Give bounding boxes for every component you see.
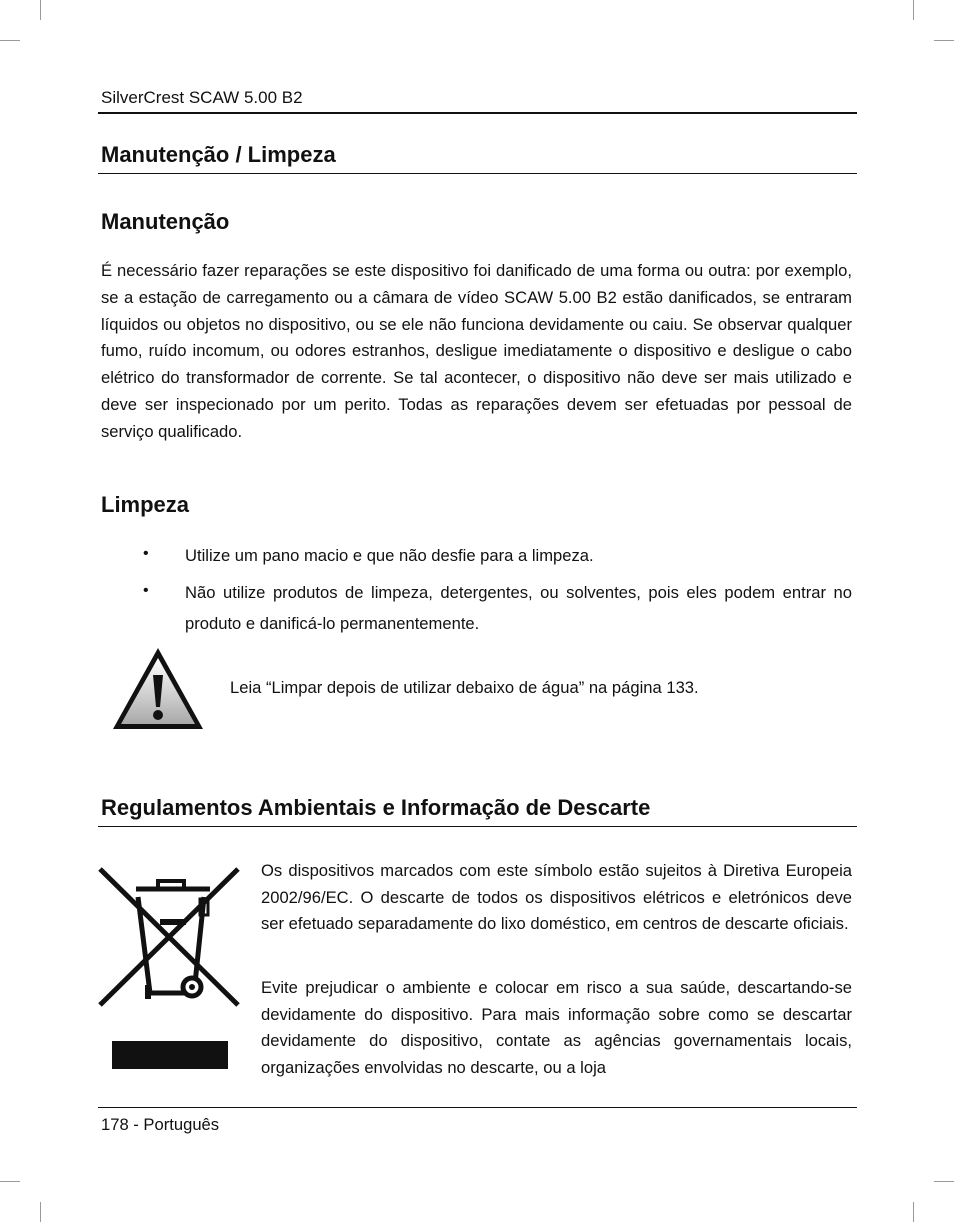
maintenance-heading: Manutenção [101, 209, 230, 234]
running-header: SilverCrest SCAW 5.00 B2 [101, 88, 303, 107]
crop-mark [913, 0, 914, 20]
crop-mark [934, 40, 954, 41]
disposal-paragraph: Evite prejudicar o ambiente e colocar em risco a sua saúde, descartando-se devidamente do dispositivo. Para mais informação sobre como se descartar devidamente do dispositivo, contate as agências governamentais locais, organizações envolvidas no descarte, ou a loja [261, 978, 852, 1077]
crop-mark [913, 1202, 914, 1222]
disposal-heading: Regulamentos Ambientais e Informação de Descarte [101, 795, 651, 820]
crop-mark [0, 40, 20, 41]
disposal-paragraph: Os dispositivos marcados com este símbolo estão sujeitos à Diretiva Europeia 2002/96/EC. O descarte de todos os dispositivos elétricos e eletrónicos deve ser efetuado separadamente do lixo doméstico, em centros de descarte oficiais. [261, 861, 852, 933]
cleaning-bullet: Não utilize produtos de limpeza, detergentes, ou solventes, pois eles podem entrar no produto e danificá-lo permanentemente. [185, 583, 852, 633]
bullet-marker: • [143, 582, 149, 599]
crop-mark [0, 1181, 20, 1182]
cleaning-bullet: Utilize um pano macio e que não desfie para a limpeza. [185, 546, 594, 565]
crop-mark [40, 0, 41, 20]
page-footer: 178 - Português [101, 1115, 220, 1134]
cleaning-note: Leia “Limpar depois de utilizar debaixo de água” na página 133. [230, 678, 699, 697]
section-rule [98, 173, 857, 174]
crop-mark [934, 1181, 954, 1182]
footer-rule [98, 1107, 857, 1108]
maintenance-paragraph: É necessário fazer reparações se este dispositivo foi danificado de uma forma ou outra: por exemplo, se a estação de carregamento ou a câmara de vídeo SCAW 5.00 B2 estão danificados, se entraram líquidos ou objetos no dispositivo, ou se ele não funciona devidamente ou caiu. Se observar qualquer fumo, ruído incomum, ou odores estranhos, desligue imediatamente o dispositivo e desligue o cabo elétrico do transformador de corrente. Se tal acontecer, o dispositivo não deve ser mais utilizado e deve ser inspecionado por um perito. Todas as reparações devem ser efetuadas por pessoal de serviço qualificado. [101, 261, 852, 441]
header-rule [98, 112, 857, 114]
crop-mark [40, 1202, 41, 1222]
warning-triangle-icon [110, 645, 206, 732]
bullet-marker: • [143, 545, 149, 562]
cleaning-heading: Limpeza [101, 492, 190, 517]
crossed-out-wheelie-bin-icon [96, 865, 242, 1075]
disposal-rule [98, 826, 857, 827]
section-title: Manutenção / Limpeza [101, 142, 336, 167]
